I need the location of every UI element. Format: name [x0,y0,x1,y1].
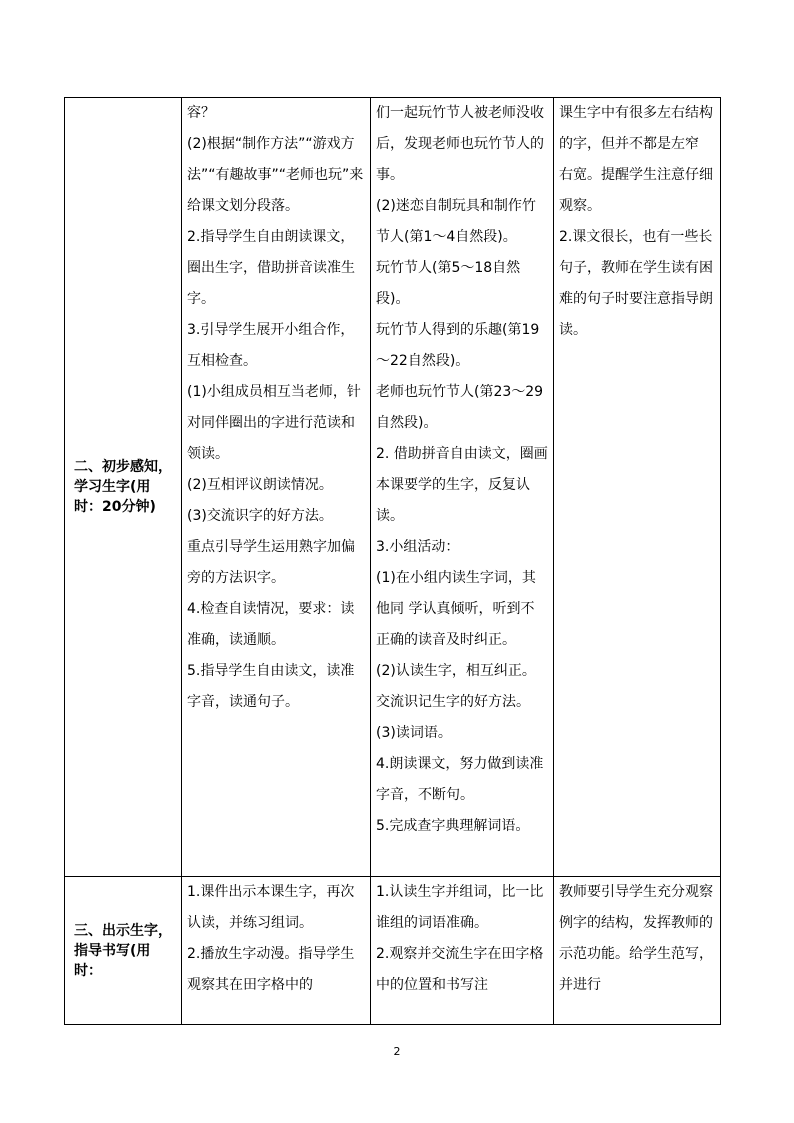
stage-cell: 三、出示生字，指导书写(用时： [65,877,182,1025]
student-activity-cell [371,877,554,1025]
paragraph: (1)小组成员相互当老师，针对同伴圈出的字进行范读和领读。 [187,384,361,462]
design-notes-cell [554,98,721,877]
paragraph: 玩竹节人(第5～18自然段)。 [376,260,521,307]
paragraph: 4.朗读课文，努力做到读准字音，不断句。 [376,756,544,803]
table-row [65,877,721,1025]
paragraph: 1.课件出示本课生字，再次认读，并练习组词。 [187,884,355,931]
paragraph: 4.检查自读情况，要求：读准确，读通顺。 [187,601,355,648]
stage-cell: 二、初步感知，学习生字(用时：20分钟) [65,98,182,877]
paragraph: 老师也玩竹节人(第23～29自然段)。 [376,384,544,431]
lesson-plan-table [64,97,721,1025]
paragraph: 玩竹节人得到的乐趣(第19～22自然段)。 [376,322,540,369]
paragraph: 重点引导学生运用熟字加偏旁的方法识字。 [187,539,355,586]
teacher-activity-cell [182,98,371,877]
paragraph: 们一起玩竹节人被老师没收后，发现老师也玩竹节人的事。 [376,105,544,183]
paragraph: (1)在小组内读生字词，其他同 学认真倾听，听到不正确的读音及时纠正。 [376,570,536,648]
paragraph: (2)根据“制作方法”“游戏方法”“有趣故事”“老师也玩”来给课文划分段落。 [187,136,364,214]
paragraph: 教师要引导学生充分观察例字的结构，发挥教师的示范功能。给学生范写，并进行 [559,884,713,993]
paragraph: 2.观察并交流生字在田字格中的位置和书写注 [376,946,544,993]
paragraph: 3.引导学生展开小组合作，互相检查。 [187,322,355,369]
table-row [65,98,721,877]
page-number: 2 [393,1045,401,1058]
design-notes-cell [554,877,721,1025]
paragraph: (2)迷恋自制玩具和制作竹节人(第1～4自然段)。 [376,198,536,245]
paragraph: 2. 借助拼音自由读文，圈画本课要学的生字，反复认读。 [376,446,548,524]
paragraph: 交流识记生字的好方法。 [376,694,530,710]
paragraph: (3)交流识字的好方法。 [187,508,333,524]
teacher-activity-cell [182,877,371,1025]
paragraph: 3.小组活动： [376,539,460,555]
paragraph: (2)认读生字，相互纠正。 [376,663,536,679]
paragraph: (3)读词语。 [376,725,452,741]
paragraph: 容？ [187,105,215,121]
paragraph: 课生字中有很多左右结构的字，但并不都是左窄 右宽。提醒学生注意仔细观察。 [559,105,713,214]
paragraph: 5.完成查字典理解词语。 [376,818,530,834]
paragraph: 2.课文很长，也有一些长句子，教师在学生读有困难的句子时要注意指导朗读。 [559,229,713,338]
paragraph: 1.认读生字并组词，比一比谁组的词语准确。 [376,884,544,931]
paragraph: 2.播放生字动漫。指导学生观察其在田字格中的 [187,946,355,993]
paragraph: 2.指导学生自由朗读课文，圈出生字，借助拼音读准生字。 [187,229,355,307]
student-activity-cell [371,98,554,877]
paragraph: 5.指导学生自由读文，读准字音，读通句子。 [187,663,355,710]
paragraph: (2)互相评议朗读情况。 [187,477,333,493]
